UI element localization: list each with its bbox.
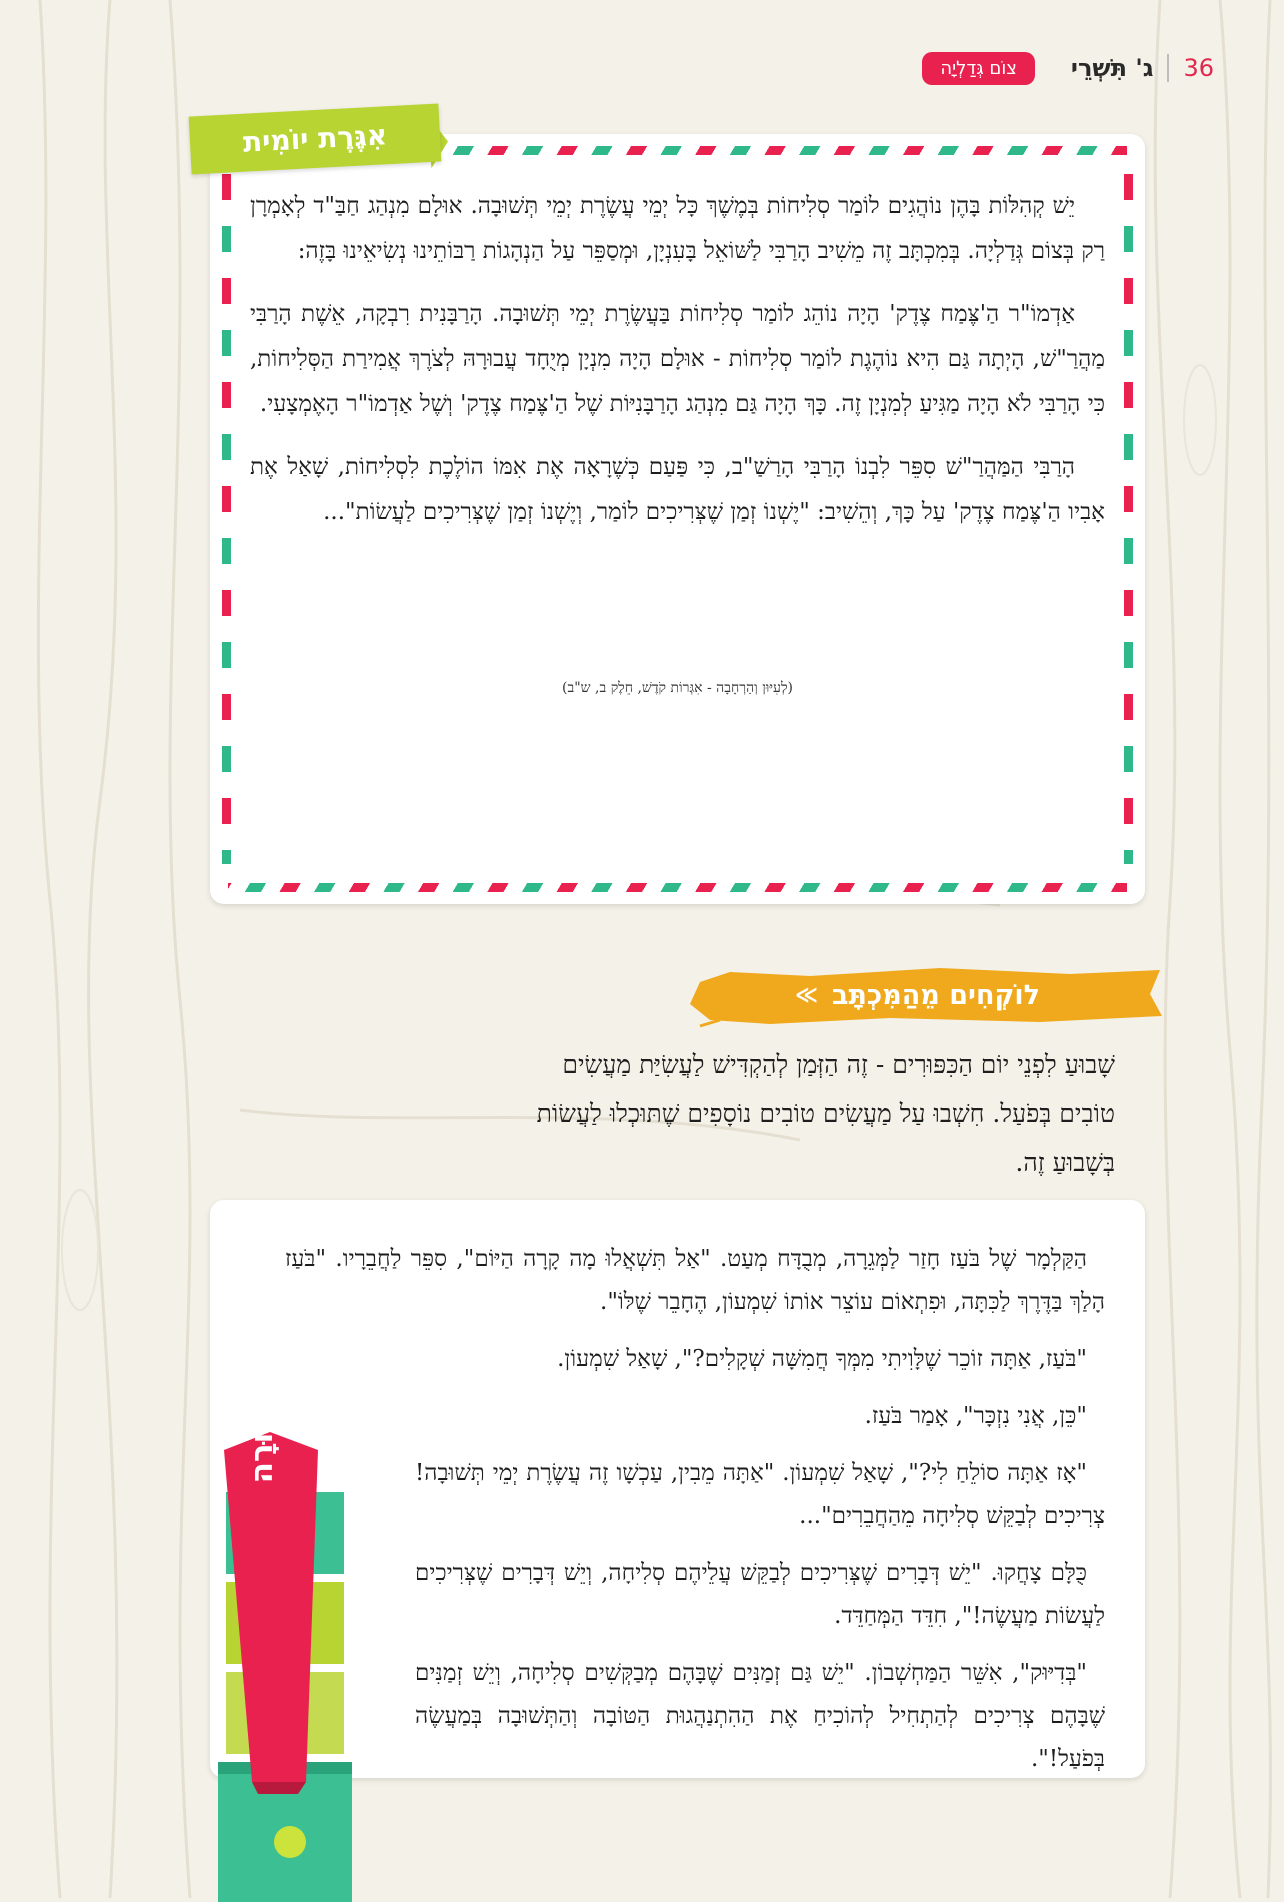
story-ribbon-label: אֶצְלֵנוּ בַּחֲבוּרָה <box>244 1276 280 1484</box>
takeaway-text: שָׁבוּעַ לִפְנֵי יוֹם הַכִּפּוּרִים - זֶה הַזְּמַן לְהַקְדִּישׁ לַעֲשִׂיַּת מַעֲשִׂים טוֹבִים בְּפֹעַל. חִשְׁבוּ עַל מַעֲשִׂים טוֹבִים נוֹסָפִים שֶׁתּוּכְלוּ לַעֲשׂוֹת בְּשָׁבוּעַ זֶה. <box>536 1050 1115 1177</box>
takeaway-heading: לוֹקְחִים מֵהַמִּכְתָּב <box>831 979 1040 1011</box>
story-paragraph: כֻּלָּם צָחֲקוּ. "יֵשׁ דְּבָרִים שֶׁצְּרִיכִים לְבַקֵּשׁ עֲלֵיהֶם סְלִיחָה, וְיֵשׁ דְּבָרִים שֶׁצְּרִיכִים לַעֲשׂוֹת מַעֲשֶׂה!", חִדֵּד הַמְּחַדֵּד. <box>415 1560 1105 1629</box>
story-paragraph: "בְּדִיּוּק", אִשֵּׁר הַמַּחְשְׁבוֹן. "יֵשׁ גַּם זְמַנִּים שֶׁבָּהֶם מְבַקְּשִׁים סְלִיחָה, וְיֵשׁ זְמַנִּים שֶׁבָּהֶם צְרִיכִים לְהַתְחִיל לְהוֹכִיחַ אֶת הַהִתְנַהֲגוּת הַטּוֹבָה וְהַתְּשׁוּבָה בְּמַעֲשֶׂה בְּפֹעַל!". <box>415 1660 1105 1772</box>
letter-paragraph: יֵשׁ קְהִלּוֹת בָּהֶן נוֹהֲגִים לוֹמַר סְלִיחוֹת בְּמֶשֶׁךְ כָּל יְמֵי עֲשֶׂרֶת יְמֵי תְּשׁוּבָה. אוּלָם מִנְהַג חַבַּ"ד לְאָמְרָן רַק בְּצוֹם גְּדַלְיָה. בְּמִכְתָּב זֶה מֵשִׁיב הָרַבִּי לַשּׁוֹאֵל בָּעִנְיָן, וּמְסַפֵּר עַל הַנְהָגוֹת רַבּוֹתֵינוּ נְשִׂיאֵינוּ בָּזֶה: <box>250 193 1105 264</box>
page-number: 36 <box>1183 54 1214 82</box>
letter-paragraph: הָרַבִּי הַמַּהֲרַ"שׁ סִפֵּר לִבְנוֹ הָרַבִּי הָרַשַׁ"ב, כִּי פַּעַם כְּשֶׁרָאָה אֶת אִמּוֹ הוֹלֶכֶת לִסְלִיחוֹת, שָׁאַל אֶת אָבִיו הַ'צֶּמַח צֶדֶק' עַל כָּךְ, וְהֵשִׁיב: "יֶשְׁנוֹ זְמַן שֶׁצְּרִיכִים לוֹמַר, וְיֶשְׁנוֹ זְמַן שֶׁצְּרִיכִים לַעֲשׂוֹת"... <box>250 454 1105 525</box>
letter-title: אִגֶּרֶת יוֹמִית <box>242 118 388 159</box>
story-body <box>285 1238 1105 1795</box>
letter-body <box>250 184 1105 553</box>
fast-day-badge: צוֹם גְּדַלְיָה <box>922 52 1035 85</box>
story-paragraph: "בֹּעַז, אַתָּה זוֹכֵר שֶׁלָּוִיתִי מִמְּךָ חֲמִשָּׁה שְׁקָלִים?", שָׁאַל שִׁמְעוֹן. <box>557 1346 1087 1372</box>
page-header <box>922 50 1214 86</box>
airmail-border-right <box>1124 174 1133 864</box>
story-paragraph: "כֵּן, אֲנִי נִזְכָּר", אָמַר בֹּעַז. <box>864 1403 1087 1429</box>
letter-paragraph: אַדְמוֹ"ר הַ'צֶּמַח צֶדֶק' הָיָה נוֹהֵג לוֹמַר סְלִיחוֹת בַּעֲשֶׂרֶת יְמֵי תְּשׁוּבָה. הָרַבָּנִית רִבְקָה, אֵשֶׁת הָרַבִּי מַהֲרַ"שׁ, הָיְתָה גַּם הִיא נוֹהֶגֶת לוֹמַר סְלִיחוֹת - אוּלָם הָיָה מִנְיָן מְיֻחָד עֲבוּרָהּ לְצֹרֶךְ אֲמִירַת הַסְּלִיחוֹת, כִּי הָרַבִּי לֹא הָיָה מַגִּיעַ לְמִנְיָן זֶה. כָּךְ הָיָה גַּם מִנְהַג הָרַבָּנִיּוֹת שֶׁל הַ'צֶּמַח צֶדֶק' וְשֶׁל אַדְמוֹ"ר הָאֶמְצָעִי. <box>250 301 1105 417</box>
airmail-border-top <box>450 146 1127 155</box>
hebrew-date: ג' תִּשְׁרֵי <box>1070 54 1154 82</box>
daily-letter-card <box>210 134 1145 904</box>
story-paragraph: "אָז אַתָּה סוֹלֵחַ לִי?", שָׁאַל שִׁמְעוֹן. "אַתָּה מֵבִין, עַכְשָׁו זֶה עֲשֶׂרֶת יְמֵי תְּשׁוּבָה! צְרִיכִים לְבַקֵּשׁ סְלִיחָה מֵהַחֲבֵרִים"... <box>415 1460 1105 1529</box>
airmail-border-bottom <box>228 883 1127 892</box>
airmail-border-left <box>222 174 231 864</box>
story-paragraph: הַקַּלְמָר שֶׁל בֹּעַז חָזַר לַמְּגֵרָה, מְבֻדָּח מְעַט. "אַל תִּשְׁאֲלוּ מָה קָרָה הַיּוֹם", סִפֵּר לַחֲבֵרָיו. "בֹּעַז הָלַךְ בַּדֶּרֶךְ לַכִּתָּה, וּפִתְאוֹם עוֹצֵר אוֹתוֹ שִׁמְעוֹן, הֶחָבֵר שֶׁלּוֹ". <box>285 1246 1105 1315</box>
letter-source: (לְעִיּוּן וְהַרְחָבָה - אִגְּרוֹת קֹדֶשׁ, חֵלֶק ב, ש"ב) <box>562 680 793 696</box>
header-divider <box>1167 54 1169 82</box>
takeaway-heading-wrap <box>740 970 1040 1020</box>
double-chevron-icon: ≫ <box>794 982 818 1008</box>
